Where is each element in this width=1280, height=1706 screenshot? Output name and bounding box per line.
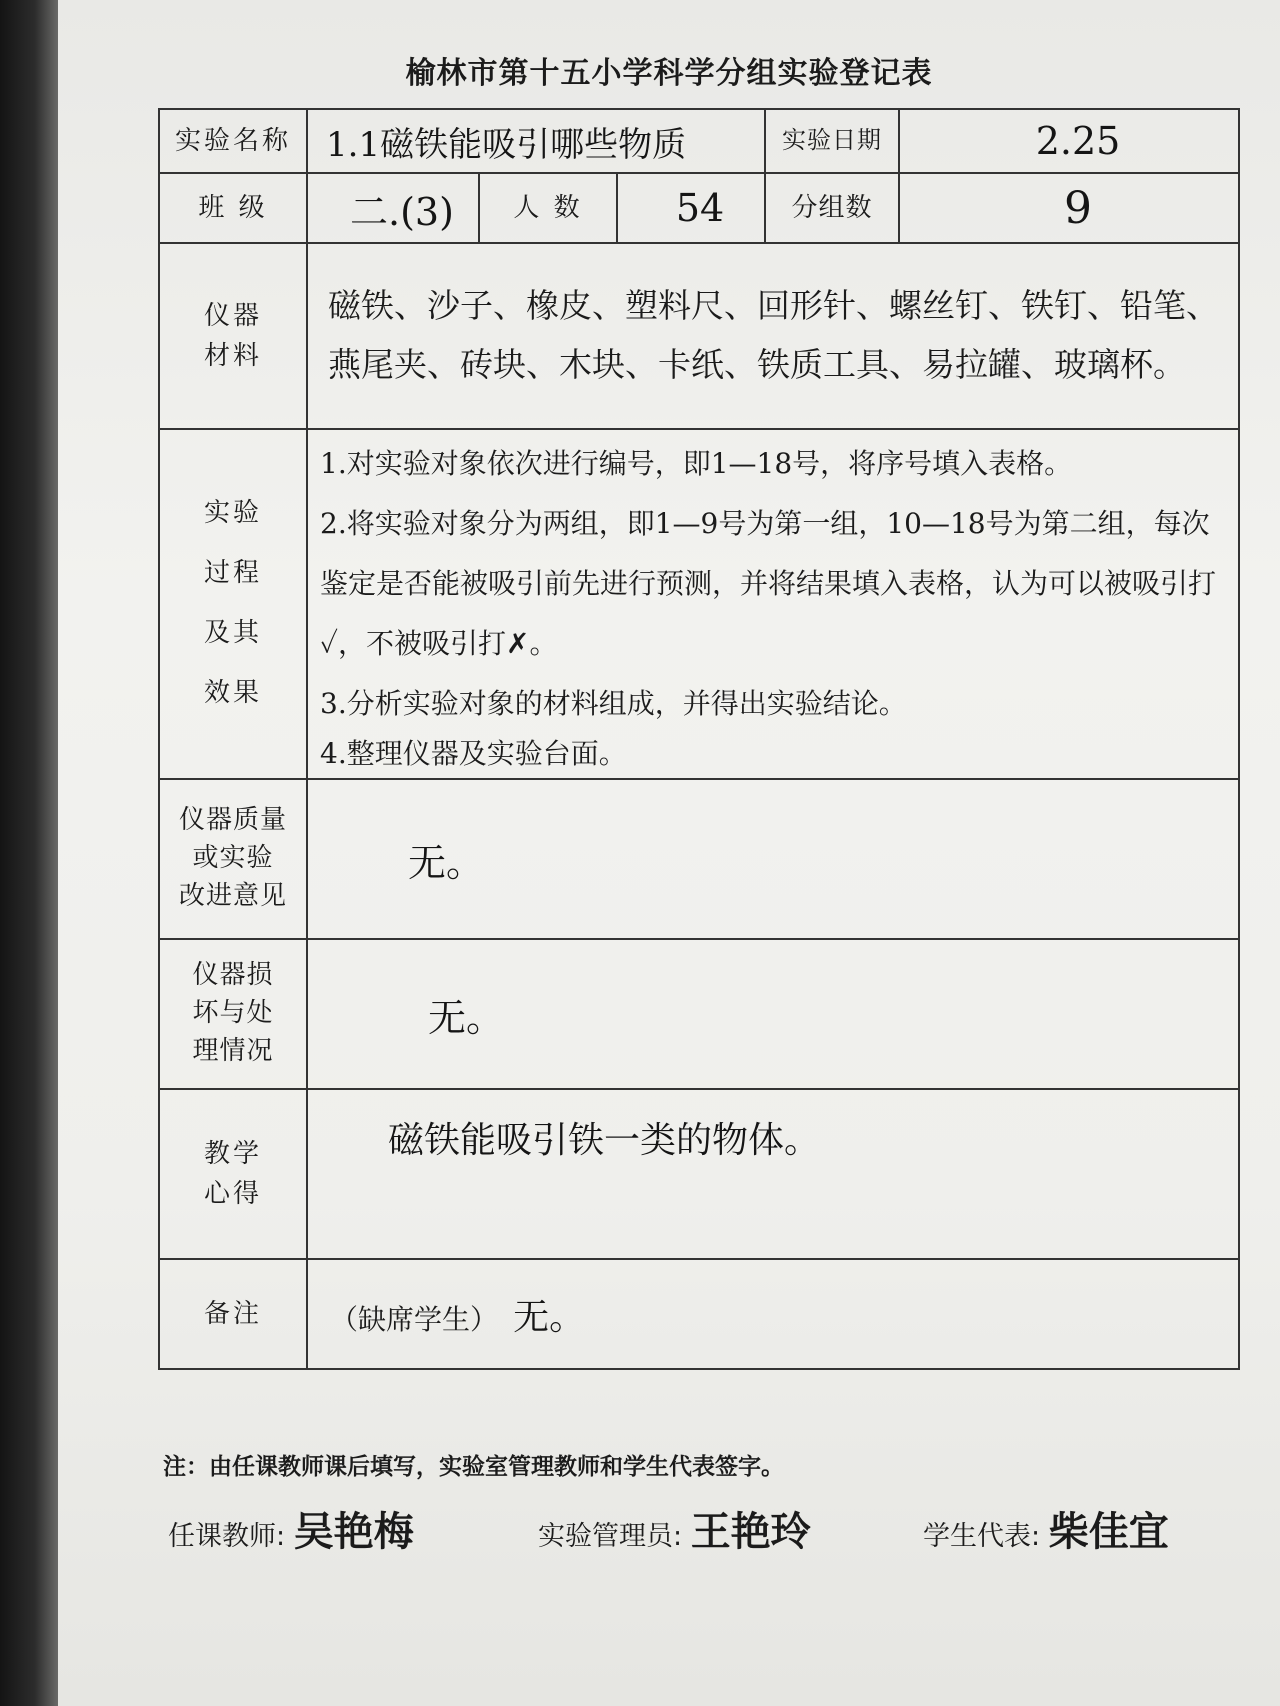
- remarks-absent-value: 无。: [513, 1296, 586, 1338]
- people-count-label: 人 数: [479, 173, 617, 243]
- materials-value: 磁铁、沙子、橡皮、塑料尺、回形针、螺丝钉、铁钉、铅笔、燕尾夹、砖块、木块、卡纸、铁质工具、易拉罐、玻璃杯。: [307, 243, 1239, 429]
- quality-value: 无。: [307, 779, 1239, 939]
- student-label: 学生代表:: [923, 1521, 1041, 1552]
- process-label-line3: 及其: [203, 618, 262, 648]
- teaching-label: [159, 1089, 307, 1259]
- experiment-date-value: 2.25: [899, 109, 1239, 173]
- paper-sheet: [58, 0, 1280, 1706]
- row-materials: [159, 243, 1239, 429]
- teacher-label: 任课教师:: [168, 1521, 286, 1552]
- student-name: 柴佳宜: [1048, 1508, 1169, 1555]
- process-step-3: 3.分析实验对象的材料组成，并得出实验结论。: [320, 687, 907, 720]
- experiment-date-label: 实验日期: [765, 109, 899, 173]
- row-experiment-name: [159, 109, 1239, 173]
- row-remarks: [159, 1259, 1239, 1369]
- process-label-line4: 效果: [203, 677, 262, 708]
- admin-label: 实验管理员:: [538, 1521, 683, 1552]
- process-value: [307, 429, 1239, 779]
- damage-label: [159, 939, 307, 1089]
- teaching-label-line1: 教学: [203, 1138, 262, 1169]
- process-label: [159, 429, 307, 779]
- row-process: [159, 429, 1239, 779]
- row-class-info: [159, 173, 1239, 243]
- row-quality: [159, 779, 1239, 939]
- materials-label-line2: 材料: [203, 341, 262, 371]
- admin-signature: [538, 1500, 811, 1557]
- row-teaching: [159, 1089, 1239, 1259]
- footnote: 注：由任课教师课后填写，实验室管理教师和学生代表签字。: [163, 1454, 784, 1480]
- process-step-1: 1.对实验对象依次进行编号，即1—18号，将序号填入表格。: [320, 447, 1073, 480]
- quality-label-line3: 改进意见: [178, 880, 287, 911]
- experiment-name-label: 实验名称: [159, 109, 307, 173]
- quality-label: [159, 779, 307, 939]
- remarks-value: [307, 1259, 1239, 1369]
- student-signature: [923, 1500, 1169, 1557]
- remarks-label: 备注: [159, 1259, 307, 1369]
- teaching-label-line2: 心得: [203, 1179, 262, 1209]
- damage-label-line1: 仪器损: [192, 960, 274, 991]
- quality-label-line1: 仪器质量: [178, 805, 287, 836]
- teacher-name: 吴艳梅: [293, 1508, 414, 1555]
- teaching-value: 磁铁能吸引铁一类的物体。: [307, 1089, 1239, 1259]
- process-label-line2: 过程: [203, 558, 262, 589]
- process-step-4: 4.整理仪器及实验台面。: [320, 737, 627, 770]
- registration-table: [158, 108, 1240, 1370]
- materials-label: [159, 243, 307, 429]
- row-damage: [159, 939, 1239, 1089]
- desk-background: [0, 0, 58, 1706]
- people-count-value: 54: [617, 173, 765, 243]
- materials-label-line1: 仪器: [203, 300, 262, 331]
- form-title-text: 榆林市第十五小学科学分组实验登记表: [405, 56, 933, 91]
- remarks-prefix: （缺席学生）: [330, 1302, 499, 1336]
- damage-label-line2: 坏与处: [192, 998, 274, 1029]
- process-label-line1: 实验: [203, 498, 262, 529]
- quality-label-line2: 或实验: [192, 843, 274, 874]
- damage-value: 无。: [307, 939, 1239, 1089]
- group-count-value: 9: [899, 173, 1239, 243]
- teacher-signature: [168, 1500, 414, 1557]
- process-step-2: 2.将实验对象分为两组，即1—9号为第一组，10—18号为第二组，每次鉴定是否能被吸引前先进行预测，并将结果填入表格，认为可以被吸引打✓，不被吸引打✗。: [320, 507, 1217, 660]
- class-value: 二.(3): [307, 173, 479, 243]
- admin-name: 王艳玲: [690, 1508, 811, 1555]
- class-label: 班 级: [159, 173, 307, 243]
- form-title: [58, 48, 1280, 92]
- experiment-name-value: 1.1磁铁能吸引哪些物质: [307, 109, 765, 173]
- damage-label-line3: 理情况: [192, 1035, 274, 1066]
- group-count-label: 分组数: [765, 173, 899, 243]
